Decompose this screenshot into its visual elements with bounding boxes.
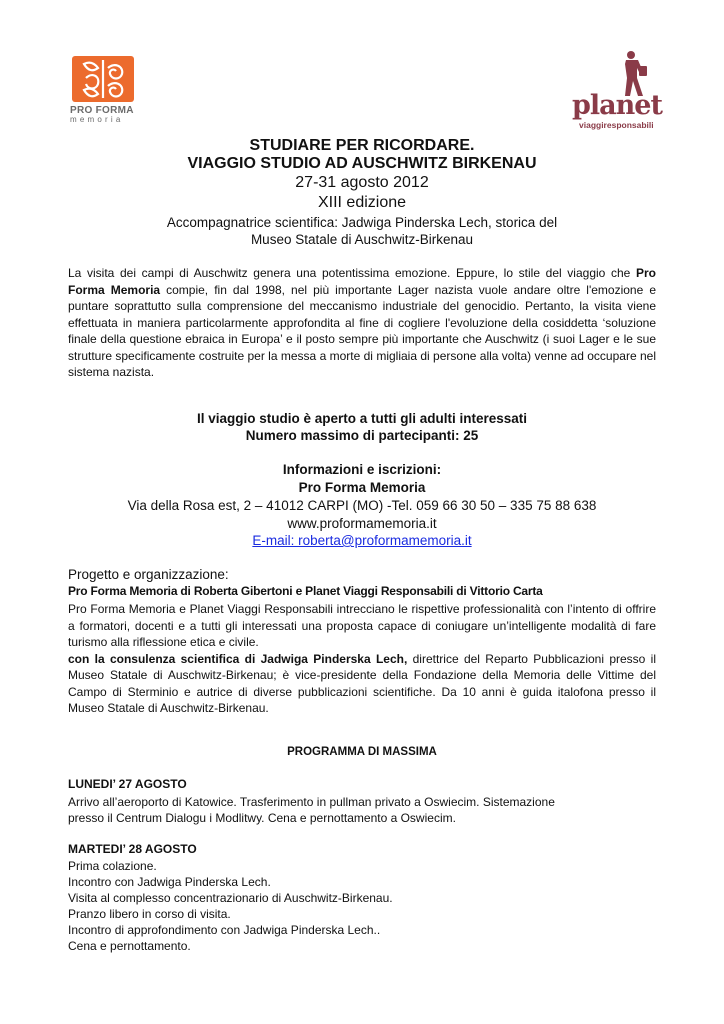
project-body: Pro Forma Memoria e Planet Viaggi Responsabili intrecciano le rispettive professionalità con l’intento di offrire a formatori, docenti e a tutti gli interessati una proposta capace di coniugare un’intelligente modalità di fare turismo alla riflessione etica e civile. (68, 602, 656, 649)
project-heading: Progetto e organizzazione: (68, 567, 229, 582)
logo-subtitle-right: viaggiresponsabili (579, 120, 654, 130)
list-item: Visita al complesso concentrazionario di Auschwitz-Birkenau. (68, 891, 393, 905)
edition: XIII edizione (317, 194, 407, 211)
logo-subtitle: memoria (70, 115, 124, 124)
title-line-1: STUDIARE PER RICORDARE. (249, 137, 475, 154)
companion-line-1: Accompagnatrice scientifica: Jadwiga Pinderska Lech, storica del (166, 215, 558, 230)
info-address: Via della Rosa est, 2 – 41012 CARPI (MO) -Tel. 059 66 30 50 – 335 75 88 638 (127, 498, 597, 513)
list-item: Cena e pernottamento. (68, 939, 191, 953)
trip-dates: 27-31 agosto 2012 (295, 174, 429, 191)
info-org: Pro Forma Memoria (298, 480, 426, 495)
project-paragraph (68, 601, 656, 717)
logo-word: planet (572, 90, 662, 121)
list-item: Prima colazione. (68, 859, 157, 873)
title-line-2: VIAGGIO STUDIO AD AUSCHWITZ BIRKENAU (187, 155, 537, 172)
pro-forma-memoria-logo (70, 56, 140, 124)
website-link[interactable]: www.proformamemoria.it (287, 516, 437, 531)
intro-paragraph (68, 265, 656, 381)
list-item: presso il Centrum Dialogu i Modlitwy. Cena e pernottamento a Oswiecim. (68, 811, 456, 825)
day-1-lines (68, 794, 656, 826)
intro-brand: Pro Forma Memoria (68, 266, 656, 297)
day-2-lines (68, 858, 656, 954)
consultant-bold: con la consulenza scientifica di Jadwiga Pinderska Lech, (68, 651, 408, 666)
info-heading: Informazioni e iscrizioni: (282, 462, 442, 477)
project-organizers: Pro Forma Memoria di Roberta Gibertoni e Planet Viaggi Responsabili di Vittorio Carta (68, 584, 543, 598)
intro-text-1: La visita dei campi di Auschwitz genera una potentissima emozione. Eppure, lo stile del viaggio che (68, 266, 636, 280)
day-1-title: LUNEDI’ 27 AGOSTO (68, 777, 187, 791)
spiral-logo-icon (72, 56, 134, 102)
logo-name: PRO FORMA (70, 105, 134, 116)
email-link[interactable]: E-mail: roberta@proformamemoria.it (252, 533, 472, 548)
list-item: Incontro di approfondimento con Jadwiga Pinderska Lech.. (68, 923, 381, 937)
program-title: PROGRAMMA DI MASSIMA (287, 746, 437, 758)
max-participants: Numero massimo di partecipanti: 25 (245, 428, 479, 443)
list-item: Pranzo libero in corso di visita. (68, 907, 231, 921)
day-2-title: MARTEDI’ 28 AGOSTO (68, 842, 197, 856)
intro-text-2: compie, fin dal 1998, nel più importante Lager nazista vuole andare oltre l'emozione e puntare soprattutto sulla comprensione del meccanismo industriale del genocidio. Pertanto, la visita viene effettuata in maniera particolarmente approfondita al fine di cogliere l'evoluzione della cosiddetta ‘soluzione finale della questione ebraica in Europa’ e il posto sempre più importante che Auschwitz (i suoi Lager e le sue strutture specificamente costruite per la messa a morte di migliaia di persone alla volta) venne ad occupare nel sistema nazista. (68, 282, 657, 379)
open-to-all: Il viaggio studio è aperto a tutti gli adulti interessati (196, 411, 528, 426)
consultant-text: direttrice del Reparto Pubblicazioni presso il Museo Statale di Auschwitz-Birkenau; è vice-presidente della Fondazione della Memoria delle Vittime del Campo di Sterminio e autrice di diverse pubblicazioni scientifiche. Da 10 anni è guida italofona presso il Museo Statale di Auschwitz-Birkenau. (68, 651, 656, 715)
list-item: Arrivo all’aeroporto di Katowice. Trasferimento in pullman privato a Oswiecim. Sistemazione (68, 795, 555, 809)
list-item: Incontro con Jadwiga Pinderska Lech. (68, 875, 271, 889)
companion-line-2: Museo Statale di Auschwitz-Birkenau (250, 232, 474, 247)
